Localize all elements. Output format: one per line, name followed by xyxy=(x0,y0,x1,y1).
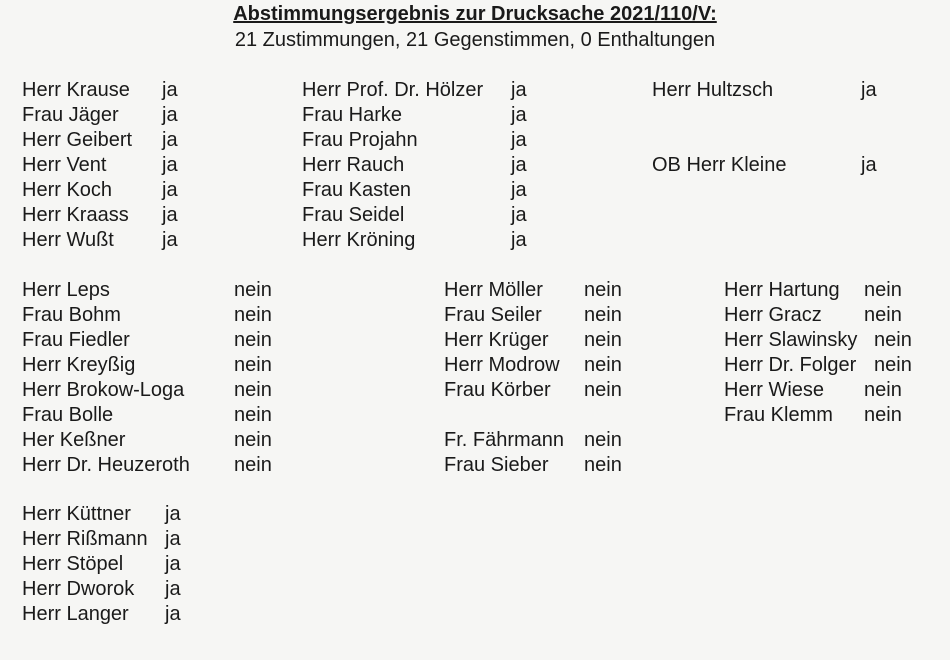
vote-value: ja xyxy=(165,578,181,600)
voter-name: Herr Krause xyxy=(22,79,130,101)
voter-name: Fr. Fährmann xyxy=(444,429,565,451)
voter-name: Herr Kröning xyxy=(302,229,416,251)
vote-value: nein xyxy=(874,354,912,376)
voter-name: Herr Möller xyxy=(444,279,543,301)
vote-value: ja xyxy=(861,79,877,101)
voter-name: Frau Bohm xyxy=(22,304,121,326)
vote-value: nein xyxy=(584,304,622,326)
vote-summary: 21 Zustimmungen, 21 Gegenstimmen, 0 Enthaltungen xyxy=(234,29,716,51)
vote-value: nein xyxy=(234,354,272,376)
vote-value: ja xyxy=(511,179,527,201)
voter-name: Herr Rauch xyxy=(302,154,405,176)
vote-value: ja xyxy=(165,553,181,575)
voter-name: Herr Vent xyxy=(22,154,107,176)
vote-value: ja xyxy=(162,79,178,101)
vote-value: ja xyxy=(861,154,877,176)
vote-value: nein xyxy=(584,454,622,476)
vote-value: nein xyxy=(584,329,622,351)
voter-name: Frau Körber xyxy=(444,379,551,401)
voter-name: Herr Koch xyxy=(22,179,113,201)
vote-value: nein xyxy=(234,304,272,326)
voter-name: Frau Bolle xyxy=(22,404,114,426)
vote-value: nein xyxy=(584,379,622,401)
vote-value: ja xyxy=(511,79,527,101)
vote-value: ja xyxy=(162,229,178,251)
vote-value: ja xyxy=(162,129,178,151)
voter-name: Herr Kreyßig xyxy=(22,354,136,376)
voter-name: OB Herr Kleine xyxy=(652,154,787,176)
vote-value: ja xyxy=(162,204,178,226)
voter-name: Frau Fiedler xyxy=(22,329,130,351)
voter-name: Herr Wußt xyxy=(22,229,114,251)
voter-name: Herr Dr. Heuzeroth xyxy=(22,454,190,476)
voter-name: Herr Hultzsch xyxy=(652,79,774,101)
vote-value: nein xyxy=(584,279,622,301)
voter-name: Frau Sieber xyxy=(444,454,549,476)
voter-name: Herr Geibert xyxy=(22,129,133,151)
vote-value: nein xyxy=(864,379,902,401)
vote-value: nein xyxy=(864,304,902,326)
voter-name: Herr Gracz xyxy=(724,304,822,326)
voter-name: Herr Slawinsky xyxy=(724,329,858,351)
vote-value: ja xyxy=(162,179,178,201)
voter-name: Frau Harke xyxy=(302,104,403,126)
voter-name: Herr Stöpel xyxy=(22,553,124,575)
vote-value: nein xyxy=(234,454,272,476)
vote-value: ja xyxy=(165,528,181,550)
vote-value: nein xyxy=(234,404,272,426)
vote-value: nein xyxy=(584,429,622,451)
vote-value: nein xyxy=(234,329,272,351)
voter-name: Herr Kraass xyxy=(22,204,129,226)
voter-name: Frau Seidel xyxy=(302,204,405,226)
document-title: Abstimmungsergebnis zur Drucksache 2021/110/V: xyxy=(233,3,717,25)
voter-name: Herr Krüger xyxy=(444,329,549,351)
vote-value: nein xyxy=(234,429,272,451)
vote-value: ja xyxy=(511,104,527,126)
voter-name: Herr Rißmann xyxy=(22,528,148,550)
vote-value: ja xyxy=(511,154,527,176)
voter-name: Herr Langer xyxy=(22,603,129,625)
vote-value: nein xyxy=(874,329,912,351)
voter-name: Herr Küttner xyxy=(22,503,131,525)
voter-name: Herr Dworok xyxy=(22,578,135,600)
voter-name: Her Keßner xyxy=(22,429,126,451)
voter-name: Herr Dr. Folger xyxy=(724,354,857,376)
voter-name: Herr Modrow xyxy=(444,354,560,376)
vote-value: ja xyxy=(162,104,178,126)
voter-name: Herr Brokow-Loga xyxy=(22,379,185,401)
vote-value: ja xyxy=(165,503,181,525)
vote-value: nein xyxy=(234,279,272,301)
voter-name: Herr Prof. Dr. Hölzer xyxy=(302,79,484,101)
voter-name: Herr Leps xyxy=(22,279,110,301)
voter-name: Frau Projahn xyxy=(302,129,418,151)
vote-value: nein xyxy=(864,279,902,301)
voter-name: Frau Jäger xyxy=(22,104,119,126)
voter-name: Herr Wiese xyxy=(724,379,825,401)
vote-value: ja xyxy=(511,204,527,226)
vote-value: nein xyxy=(864,404,902,426)
vote-value: ja xyxy=(162,154,178,176)
voter-name: Herr Hartung xyxy=(724,279,840,301)
voter-name: Frau Kasten xyxy=(302,179,411,201)
vote-value: ja xyxy=(511,129,527,151)
vote-value: nein xyxy=(584,354,622,376)
voter-name: Frau Seiler xyxy=(444,304,542,326)
voter-name: Frau Klemm xyxy=(724,404,833,426)
vote-value: ja xyxy=(165,603,181,625)
vote-value: nein xyxy=(234,379,272,401)
vote-value: ja xyxy=(511,229,527,251)
